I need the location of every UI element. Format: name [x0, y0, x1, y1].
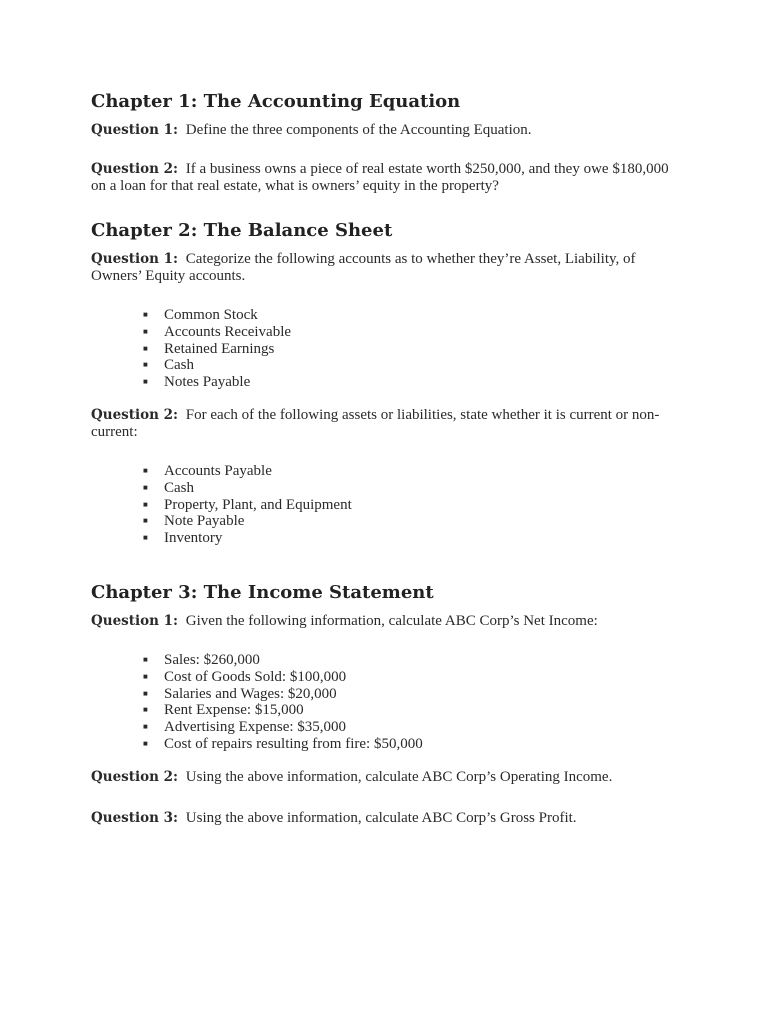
question	[91, 251, 671, 285]
question-label: Question 1:	[91, 122, 179, 138]
bullet-icon: ■	[143, 465, 148, 475]
list-item	[143, 324, 671, 341]
bullet-icon: ■	[143, 310, 148, 319]
question-label: Question 1:	[91, 612, 179, 629]
bullet-icon: ■	[143, 722, 148, 732]
question-label: Question 2:	[91, 161, 179, 177]
bullet-icon: ■	[143, 377, 148, 387]
list-item-text: Salaries and Wages: $20,000	[164, 685, 337, 702]
question-label: Question 2:	[91, 768, 179, 785]
list-item-text: Rent Expense: $15,000	[164, 702, 304, 719]
bullet-icon: ■	[143, 343, 148, 353]
question-label: Question 3:	[91, 809, 179, 826]
question-label: Question 2:	[91, 406, 179, 423]
question-text: Define the three components of the Accounting Equation.	[185, 122, 532, 138]
question	[91, 407, 671, 441]
list-item-text: Cash	[164, 479, 194, 496]
list-item-text: Property, Plant, and Equipment	[164, 496, 352, 513]
bullet-icon: ■	[143, 671, 148, 681]
question	[91, 161, 671, 195]
question-text: Given the following information, calculate ABC Corp’s Net Income:	[185, 612, 598, 629]
list-item-text: Advertising Expense: $35,000	[164, 719, 347, 736]
question-text: If a business owns a piece of real estate worth $250,000, and they owe $180,000 on a loan for that real estate, what is owners’ equity in the property?	[91, 161, 669, 194]
chapter-title: Chapter 3: The Income Statement	[91, 581, 434, 603]
question-text: Using the above information, calculate ABC Corp’s Operating Income.	[185, 768, 613, 785]
bullet-icon: ■	[143, 499, 148, 509]
bullet-icon: ■	[143, 533, 148, 543]
list-item-text: Notes Payable	[164, 374, 251, 391]
question-text: Using the above information, calculate ABC Corp’s Gross Profit.	[185, 809, 577, 826]
chapter-title: Chapter 2: The Balance Sheet	[91, 220, 393, 241]
bullet-icon: ■	[143, 482, 148, 492]
bullet-icon: ■	[143, 326, 148, 336]
list-item	[143, 357, 671, 374]
bullet-icon: ■	[143, 688, 148, 698]
list-item	[143, 686, 671, 703]
question	[91, 769, 671, 786]
list-item	[143, 513, 671, 530]
list-item-text: Common Stock	[164, 307, 258, 323]
income-data-list	[91, 652, 671, 753]
bullet-icon: ■	[143, 360, 148, 370]
list-item-text: Retained Earnings	[164, 340, 275, 357]
question-text: Categorize the following accounts as to whether they’re Asset, Liability, of Owners’ Equity accounts.	[91, 251, 636, 284]
question-label: Question 1:	[91, 251, 179, 267]
bullet-icon: ■	[143, 738, 148, 748]
list-item	[143, 530, 671, 547]
account-list	[91, 307, 671, 391]
list-item-text: Sales: $260,000	[164, 651, 260, 668]
question	[91, 810, 671, 827]
list-item	[143, 307, 671, 324]
list-item	[143, 736, 671, 753]
list-item	[143, 652, 671, 669]
list-item-text: Cost of Goods Sold: $100,000	[164, 668, 347, 685]
bullet-icon: ■	[143, 654, 148, 664]
chapter-title: Chapter 1: The Accounting Equation	[91, 91, 461, 112]
chapter-3-section	[91, 581, 671, 827]
list-item	[143, 669, 671, 686]
list-item-text: Accounts Receivable	[164, 323, 292, 340]
chapter-2-section	[91, 219, 671, 547]
list-item-text: Note Payable	[164, 513, 245, 530]
bullet-icon: ■	[143, 516, 148, 526]
list-item	[143, 719, 671, 736]
list-item-text: Cost of repairs resulting from fire: $50,000	[164, 735, 423, 752]
chapter-1-section	[91, 90, 671, 195]
list-item	[143, 497, 671, 514]
question	[91, 613, 671, 630]
list-item-text: Inventory	[164, 530, 223, 547]
question	[91, 122, 671, 139]
list-item	[143, 702, 671, 719]
list-item-text: Accounts Payable	[164, 462, 272, 479]
list-item-text: Cash	[164, 357, 194, 374]
list-item	[143, 374, 671, 391]
bullet-icon: ■	[143, 705, 148, 715]
list-item	[143, 463, 671, 480]
document-page	[91, 90, 671, 841]
question-text: For each of the following assets or liabilities, state whether it is current or non-current:	[91, 406, 660, 440]
asset-liability-list	[91, 463, 671, 547]
list-item	[143, 480, 671, 497]
list-item	[143, 341, 671, 358]
